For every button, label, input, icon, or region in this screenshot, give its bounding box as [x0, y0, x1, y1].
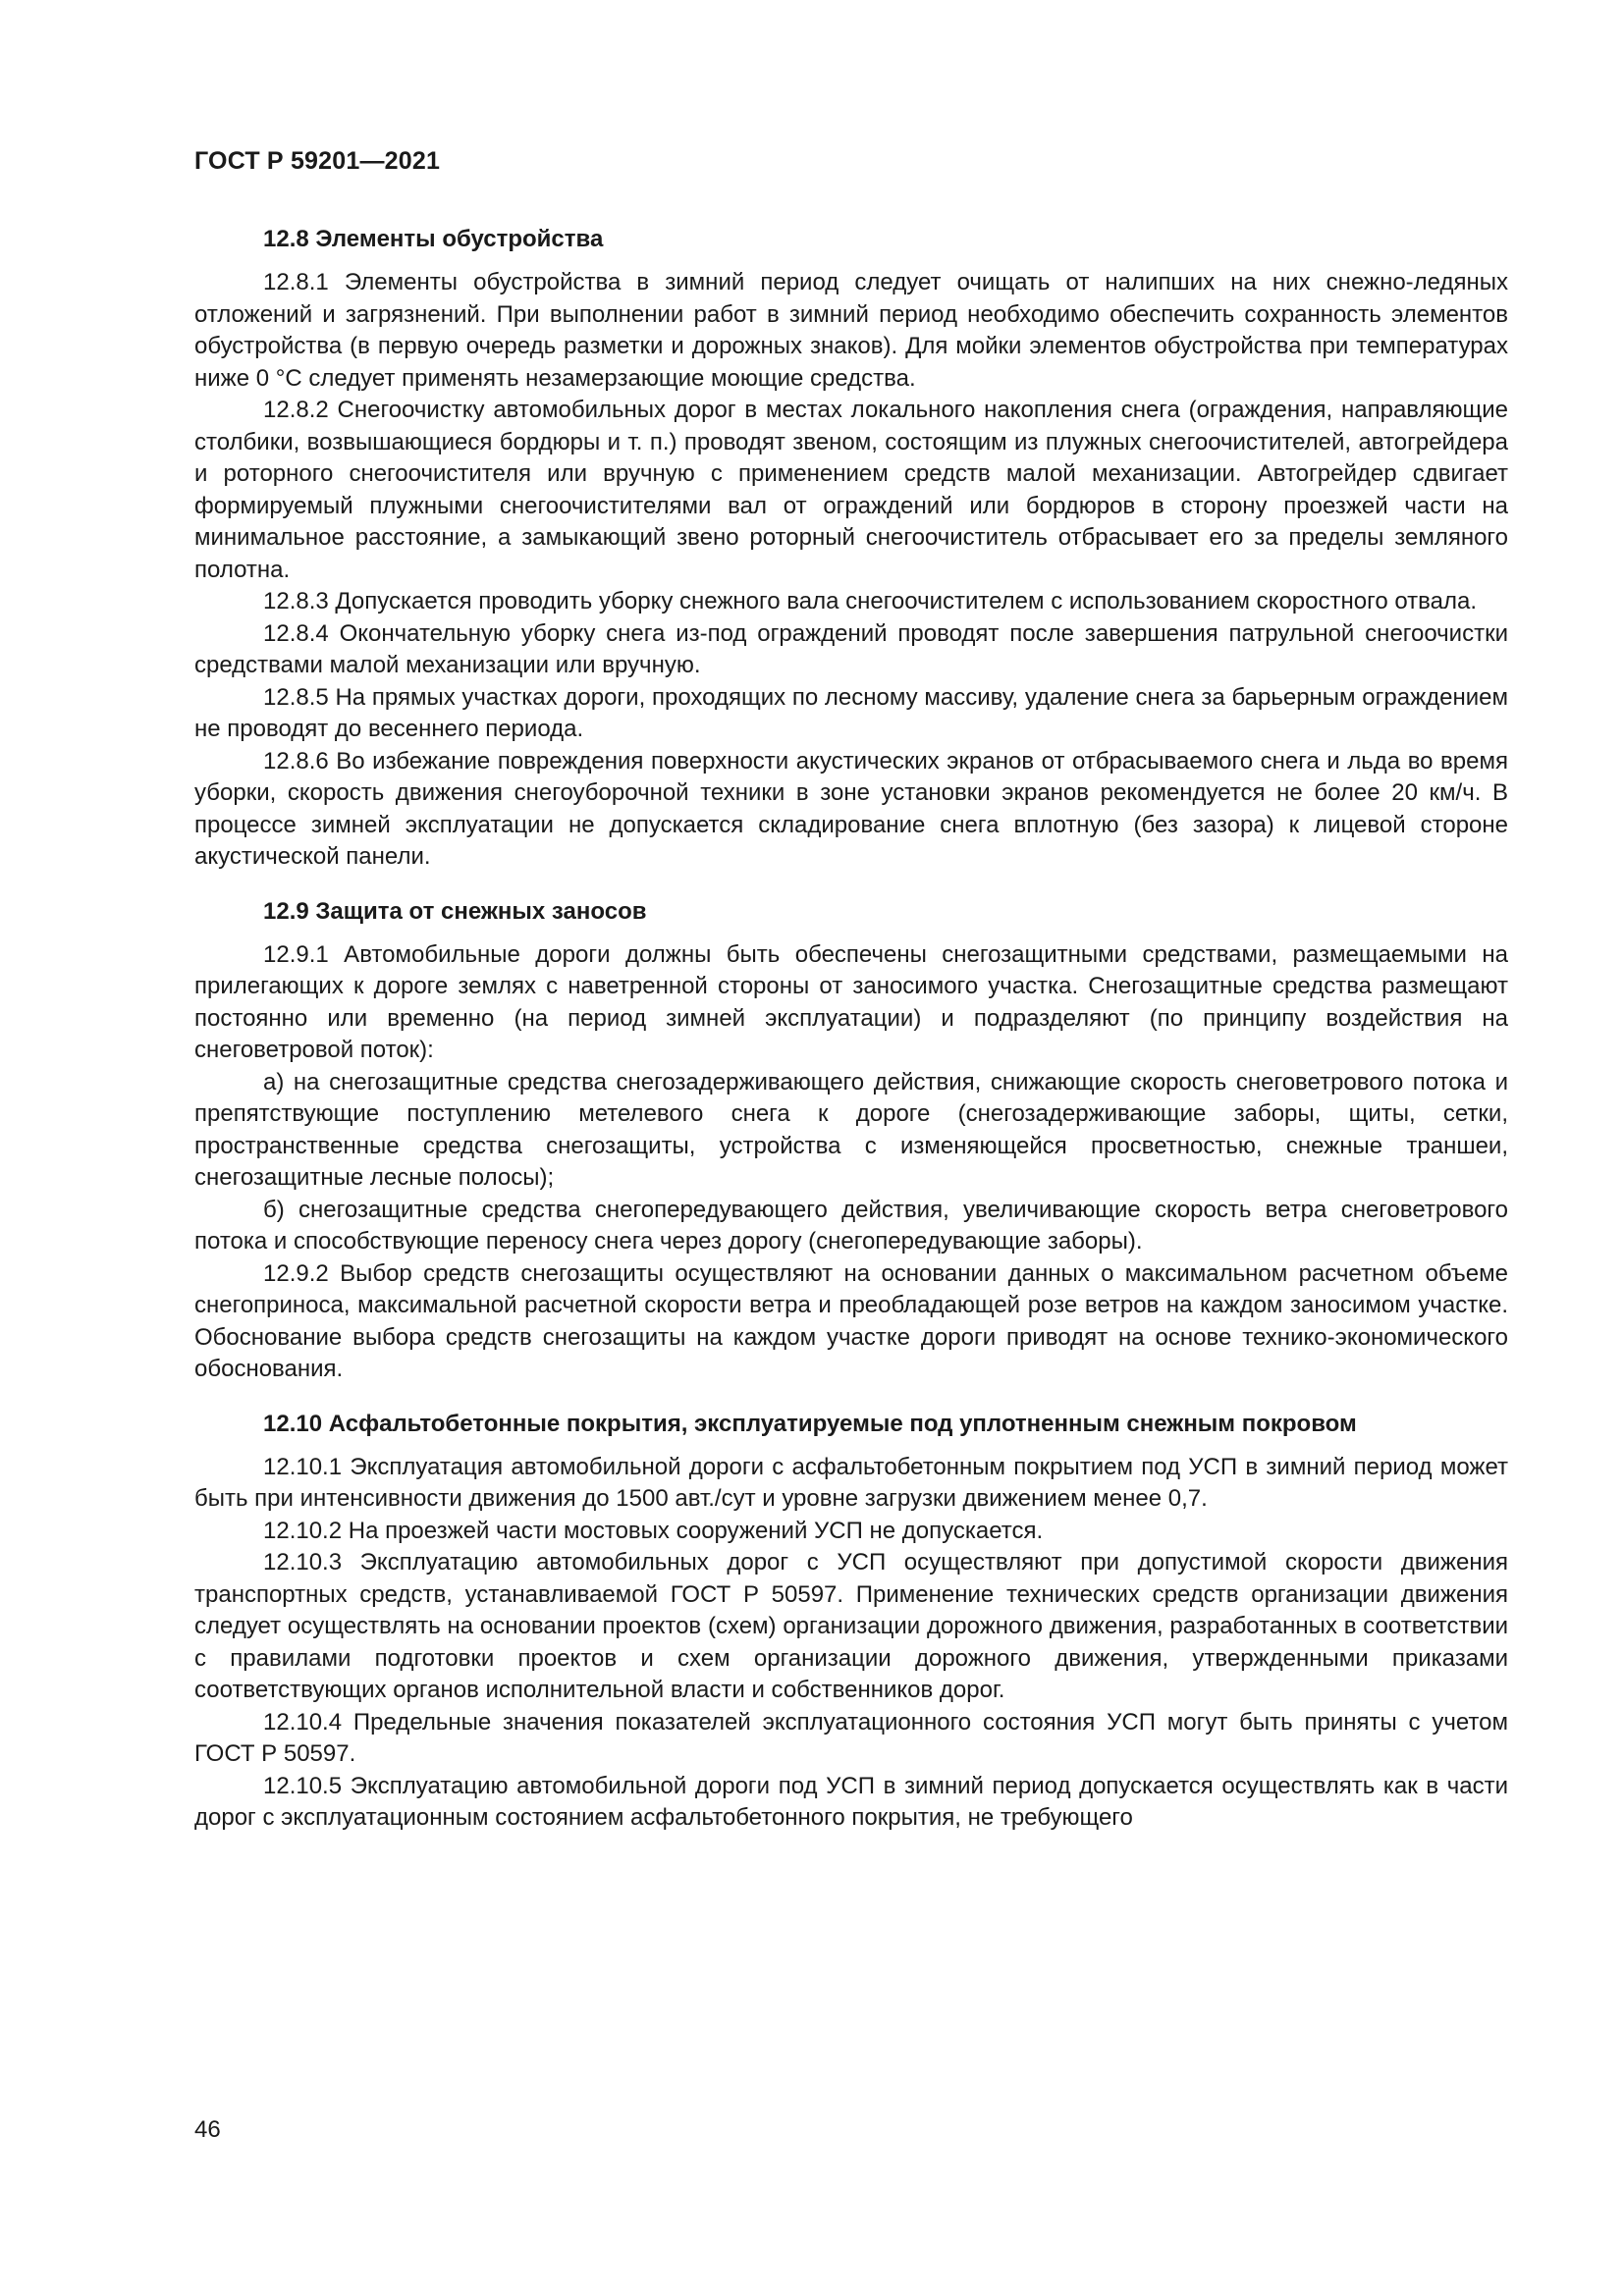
document-code: ГОСТ Р 59201—2021	[194, 147, 441, 175]
document-body	[194, 223, 1508, 1835]
paragraph-12-10-1: 12.10.1 Эксплуатация автомобильной дороги с асфальтобетонным покрытием под УСП в зимний период может быть при интенсивности движения до 1500 авт./сут и уровне загрузки движением менее 0,7.	[194, 1453, 1508, 1512]
paragraph-12-10-4: 12.10.4 Предельные значения показателей эксплуатационного состояния УСП могут быть приняты с учетом ГОСТ Р 50597.	[194, 1708, 1508, 1767]
paragraph-12-8-6: 12.8.6 Во избежание повреждения поверхности акустических экранов от отбрасываемого снега и льда во время уборки, скорость движения снегоуборочной техники в зоне установки экранов рекомендуется не более 20 км/ч. В процессе зимней эксплуатации не допускается складирование снега вплотную (без зазора) к лицевой стороне акустической панели.	[194, 747, 1508, 870]
paragraph-12-10-5: 12.10.5 Эксплуатацию автомобильной дороги под УСП в зимний период допускается осуществлять как в части дорог с эксплуатационным состоянием асфальтобетонного покрытия, не требующего	[194, 1772, 1508, 1831]
section-heading-12-10: 12.10 Асфальтобетонные покрытия, эксплуатируемые под уплотненным снежным покровом	[263, 1410, 1357, 1437]
paragraph-12-9-1: 12.9.1 Автомобильные дороги должны быть обеспечены снегозащитными средствами, размещаемыми на прилегающих к дороге землях с наветренной стороны от заносимого участка. Снегозащитные средства размещают постоянно или временно (на период зимней эксплуатации) и подразделяют (по принципу воздействия на снеговетровой поток):	[194, 940, 1508, 1063]
paragraph-12-8-1: 12.8.1 Элементы обустройства в зимний период следует очищать от налипших на них снежно-ледяных отложений и загрязнений. При выполнении работ в зимний период необходимо обеспечить сохранность элементов обустройства (в первую очередь разметки и дорожных знаков). Для мойки элементов обустройства при температурах ниже 0 °С следует применять незамерзающие моющие средства.	[194, 269, 1508, 392]
page-number: 46	[194, 2116, 221, 2143]
paragraph-12-8-5: 12.8.5 На прямых участках дороги, проходящих по лесному массиву, удаление снега за барьерным ограждением не проводят до весеннего периода.	[194, 683, 1508, 742]
paragraph-12-10-3: 12.10.3 Эксплуатацию автомобильных дорог с УСП осуществляют при допустимой скорости движения транспортных средств, устанавливаемой ГОСТ Р 50597. Применение технических средств организации движения следует осуществлять на основании проектов (схем) организации дорожного движения, разработанных в соответствии с правилами подготовки проектов и схем организации дорожного движения, утвержденными приказами соответствующих органов исполнительной власти и собственников дорог.	[194, 1549, 1508, 1703]
paragraph-12-9-2: 12.9.2 Выбор средств снегозащиты осуществляют на основании данных о максимальном расчетном объеме снегоприноса, максимальной расчетной скорости ветра и преобладающей розе ветров на каждом заносимом участке. Обоснование выбора средств снегозащиты на каждом участке дороги приводят на основе технико-экономического обоснования.	[194, 1259, 1508, 1382]
paragraph-12-10-2: 12.10.2 На проезжей части мостовых сооружений УСП не допускается.	[263, 1517, 1044, 1544]
paragraph-12-8-4: 12.8.4 Окончательную уборку снега из-под ограждений проводят после завершения патрульной снегоочистки средствами малой механизации или вручную.	[194, 619, 1508, 678]
section-heading-12-9: 12.9 Защита от снежных заносов	[263, 897, 647, 925]
document-page	[194, 0, 1508, 2296]
paragraph-12-8-2: 12.8.2 Снегоочистку автомобильных дорог в местах локального накопления снега (ограждения, направляющие столбики, возвышающиеся бордюры и т. п.) проводят звеном, состоящим из плужных снегоочистителей, автогрейдера и роторного снегоочистителя или вручную с применением средств малой механизации. Автогрейдер сдвигает формируемый плужными снегоочистителями вал от ограждений или бордюров в сторону проезжей части на минимальное расстояние, а замыкающий звено роторный снегоочиститель отбрасывает его за пределы земляного полотна.	[194, 397, 1508, 583]
section-heading-12-8: 12.8 Элементы обустройства	[263, 226, 604, 252]
list-item-a: а) на снегозащитные средства снегозадерживающего действия, снижающие скорость снеговетрового потока и препятствующие поступлению метелевого снега к дороге (снегозадерживающие заборы, щиты, сетки, пространственные средства снегозащиты, устройства с изменяющейся просветностью, снежные траншеи, снегозащитные лесные полосы);	[194, 1068, 1508, 1191]
list-item-b: б) снегозащитные средства снегопередувающего действия, увеличивающие скорость ветра снеговетрового потока и способствующие переносу снега через дорогу (снегопередувающие заборы).	[194, 1196, 1508, 1255]
paragraph-12-8-3: 12.8.3 Допускается проводить уборку снежного вала снегоочистителем с использованием скоростного отвала.	[263, 588, 1477, 614]
